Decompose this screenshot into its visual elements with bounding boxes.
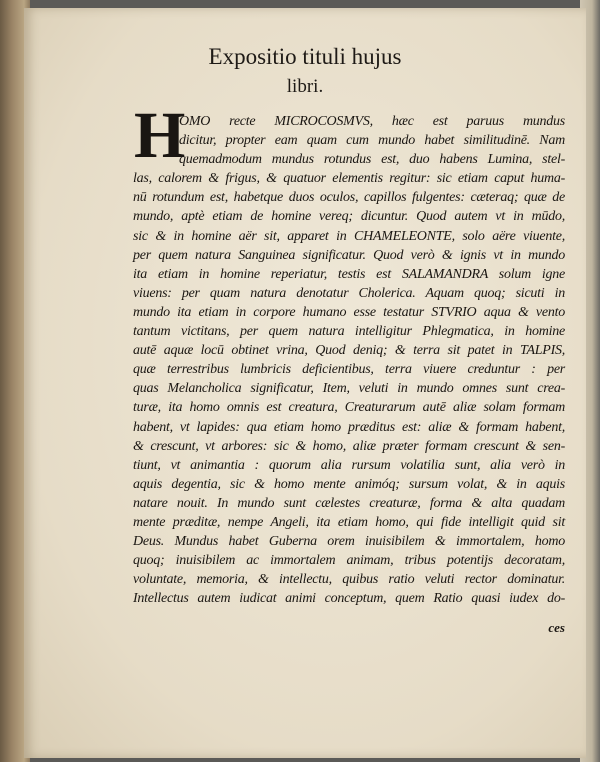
text-line: habent, vt lapides: qua etiam homo præditus est: aliæ & formam habent, — [133, 419, 565, 435]
text-line: Intellectus autem iudicat animi conceptum, quem Ratio quasi iudex do- — [133, 591, 565, 607]
text-line: per quem natura Sanguinea significatur. Quod verò & ignis vt in mundo — [133, 247, 565, 263]
text-line: quæ terrestribus lumbricis deficientibus, terra viuere creduntur : per — [133, 362, 565, 378]
drop-cap: H — [134, 99, 186, 172]
body-text — [133, 112, 565, 608]
page-heading: Expositio tituli hujus — [208, 44, 402, 69]
text-line: las, calorem & frigus, & quatuor elementis regitur: sic etiam caput huma- — [133, 171, 565, 187]
text-line: mundo ita etiam in corpore humano esse testatur STVRIO aqua & vento — [133, 304, 565, 320]
text-line: natare nouit. In mundo sunt cælestes creaturæ, forma & alta quadam — [133, 495, 565, 511]
text-line: turæ, ita homo omnis est creatura, Creaturarum autē aliæ solam formam — [133, 400, 565, 416]
text-line: sic & in homine aër sit, apparet in CHAMELEONTE, solo aëre viuente, — [133, 228, 565, 244]
text-line: dicitur, propter eam quam cum mundo habet similitudinē. Nam — [179, 133, 565, 149]
text-line: & crescunt, vt arbores: sic & homo, aliæ præter formam crescunt & sen- — [133, 438, 565, 454]
text-line: quas Melancholica significatur, Item, veluti in mundo omnes sunt crea- — [133, 381, 565, 397]
text-line: tantum victitans, per quem natura intelligitur Phlegmatica, in homine — [133, 324, 565, 340]
page-heading-continued: libri. — [286, 76, 324, 97]
book-page — [24, 8, 586, 758]
text-line: mundo, aptè etiam de homine vereq; dicuntur. Quod autem vt in mūdo, — [133, 209, 565, 225]
text-line: viuens: per quam natura denotatur Cholerica. Aquam quoq; sicuti in — [133, 285, 565, 301]
text-line: nū rotundum est, habetque duos oculos, capillos fulgentes: cæteraq; quæ de — [133, 190, 565, 206]
catchword: ces — [548, 620, 565, 635]
text-line: quemadmodum mundus rotundus est, duo habens Lumina, stel- — [179, 152, 565, 168]
text-line: aquis degentia, sic & homo mente animóq; sursum volat, & in aquis — [133, 476, 565, 492]
text-line: OMO recte MICROCOSMVS, hæc est paruus mundus — [179, 114, 565, 129]
text-line: autē aquæ locū obtinet vrina, Quod deniq; & terra sit patet in TALPIS, — [133, 343, 565, 359]
text-line: quoq; inuisibilem ac immortalem animam, tribus potentijs decoratam, — [133, 553, 565, 569]
text-line: voluntate, memoria, & intellectu, quibus ratio veluti rector dominatur. — [133, 572, 565, 588]
text-line: mente præditæ, nempe Angeli, ita etiam homo, qui fide intelligit quid sit — [133, 514, 565, 530]
text-line: Deus. Mundus habet Guberna orem inuisibilem & immortalem, homo — [133, 534, 565, 550]
text-line: ita etiam in homine reperiatur, testis est SALAMANDRA solum igne — [133, 266, 565, 282]
text-line: tiunt, vt animantia : quorum alia rursum volatilia sunt, alia verò in — [133, 457, 565, 473]
